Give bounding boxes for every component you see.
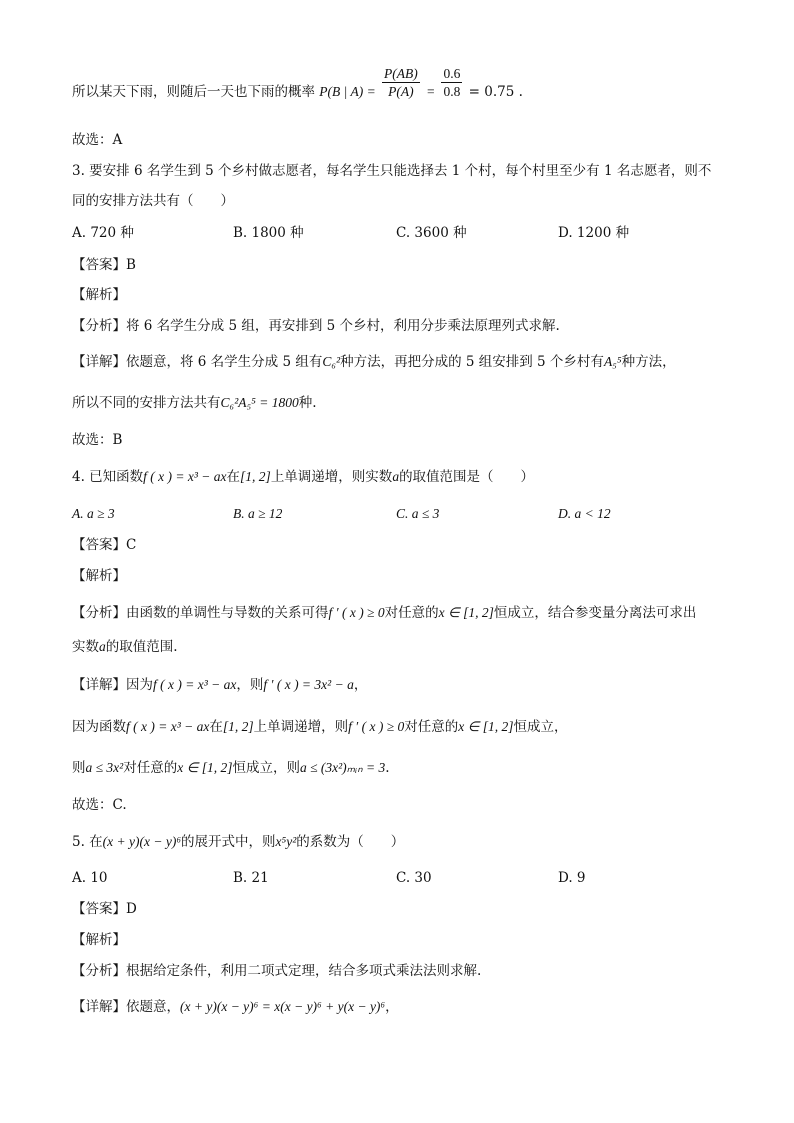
q5-answer: 【答案】D: [72, 901, 137, 917]
q3-stem-line2: 同的安排方法共有（ ）: [72, 193, 234, 209]
q4-option-a: A. a ≥ 3: [72, 506, 115, 521]
conclusion-line: 所以某天下雨，则随后一天也下雨的概率 P(B | A) = $\frac{P(AB)}{P(A)}$ = $\frac{0.6}{0.8}$ = 0.75 .: [72, 66, 523, 100]
q4-option-b: B. a ≥ 12: [233, 506, 283, 521]
q5-option-d: D. 9: [558, 870, 586, 886]
q4-detail-line3: 则a ≤ 3x²对任意的x ∈ [1, 2]恒成立，则a ≤ (3x²)ₘᵢₙ = 3.: [72, 760, 390, 776]
q3-answer: 【答案】B: [72, 257, 136, 273]
q4-fenxi-line2: 实数a的取值范围.: [72, 639, 178, 655]
q5-option-b: B. 21: [233, 870, 269, 886]
q4-fenxi-line1: 【分析】由函数的单调性与导数的关系可得f ′ ( x ) ≥ 0对任意的x ∈ [1, 2]恒成立，结合参变量分离法可求出: [72, 605, 697, 621]
q4-detail-line2: 因为函数f ( x ) = x³ − ax在[1, 2]上单调递增，则f ′ ( x ) ≥ 0对任意的x ∈ [1, 2]恒成立，: [72, 719, 568, 735]
q4-option-d: D. a < 12: [558, 506, 611, 521]
q3-analysis-heading: 【解析】: [72, 287, 126, 303]
fraction-pab-pa: $\frac{P(AB)}{P(A)}$: [384, 66, 418, 99]
q4-option-c: C. a ≤ 3: [396, 506, 440, 521]
q4-stem: 4. 已知函数f ( x ) = x³ − ax在[1, 2]上单调递增，则实数a的取值范围是（ ）: [72, 469, 535, 485]
probability-lhs: P(B | A) =: [319, 84, 376, 99]
q3-detail-line2: 所以不同的安排方法共有C₆²A₅⁵ = 1800种.: [72, 395, 317, 411]
q3-option-b: B. 1800 种: [233, 225, 304, 241]
q5-option-c: C. 30: [396, 870, 432, 886]
q4-choose: 故选：C.: [72, 797, 127, 813]
q4-answer: 【答案】C: [72, 537, 137, 553]
q5-stem: 5. 在(x + y)(x − y)⁶的展开式中，则x⁵y²的系数为（ ）: [72, 834, 405, 850]
q4-detail-line1: 【详解】因为f ( x ) = x³ − ax，则f ′ ( x ) = 3x² − a，: [72, 677, 368, 693]
q5-fenxi: 【分析】根据给定条件，利用二项式定理，结合多项式乘法法则求解.: [72, 963, 482, 979]
q3-choose: 故选：B: [72, 432, 123, 448]
q3-option-c: C. 3600 种: [396, 225, 467, 241]
fraction-06-08: $\frac{0.6}{0.8}$: [443, 66, 461, 99]
q5-option-a: A. 10: [72, 870, 108, 886]
q3-fenxi: 【分析】将 6 名学生分成 5 组，再安排到 5 个乡村，利用分步乘法原理列式求解.: [72, 318, 560, 334]
q3-option-d: D. 1200 种: [558, 225, 630, 241]
choose-line: 故选：A: [72, 132, 123, 148]
q5-detail: 【详解】依题意，(x + y)(x − y)⁶ = x(x − y)⁶ + y(x − y)⁶，: [72, 999, 399, 1015]
q3-stem-line1: 3. 要安排 6 名学生到 5 个乡村做志愿者，每名学生只能选择去 1 个村，每个村里至少有 1 名志愿者，则不: [72, 163, 712, 179]
q5-analysis-heading: 【解析】: [72, 932, 126, 948]
q3-detail-line1: 【详解】依题意，将 6 名学生分成 5 组有C₆²种方法，再把分成的 5 组安排到 5 个乡村有A₅⁵种方法，: [72, 354, 676, 370]
q3-option-a: A. 720 种: [72, 225, 134, 241]
q4-analysis-heading: 【解析】: [72, 568, 126, 584]
